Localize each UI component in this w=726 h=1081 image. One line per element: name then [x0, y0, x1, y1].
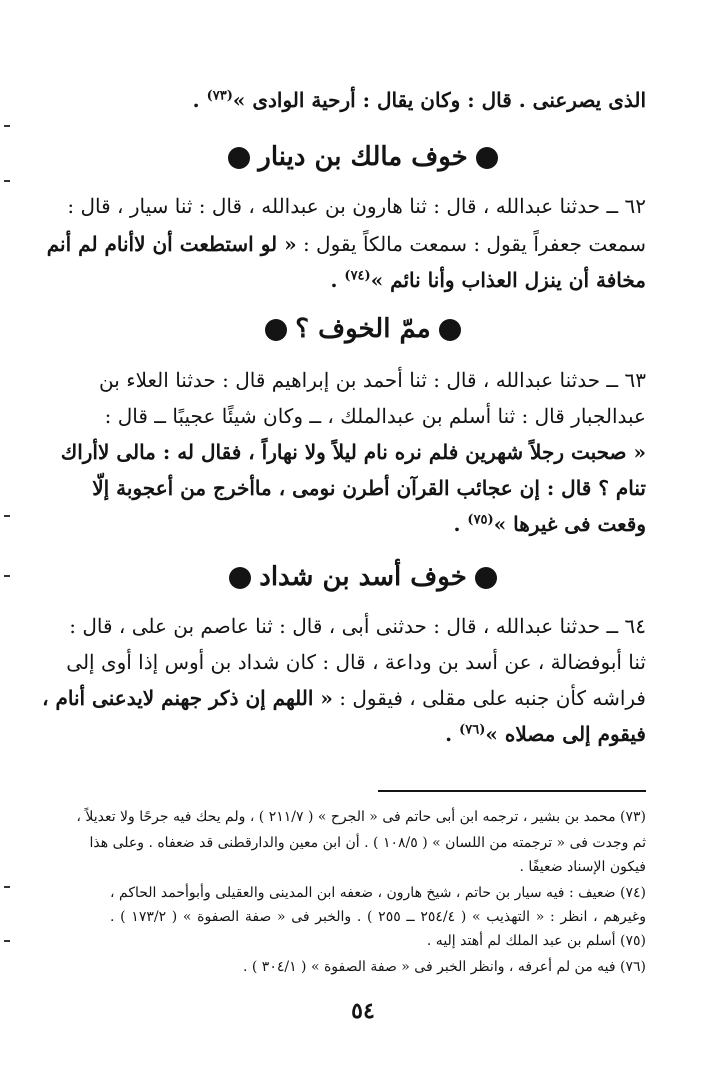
text-span: . — [330, 268, 345, 292]
section-heading — [0, 560, 726, 594]
text-line: ٦٢ ــ حدثنا عبدالله ، قال : ثنا هارون بن عبدالله ، قال : ثنا سيار ، قال : — [67, 194, 646, 218]
quote-text: وقعت فى غيرها » — [493, 512, 646, 536]
quote-text: مخافة أن ينزل العذاب وأنا نائم » — [370, 268, 646, 292]
footnote-line: ثم وجدت فى « ترجمته من اللسان » ( ١٠٨/٥ ) . أن ابن معين والدارقطنى قد ضعفاه . وعلى هذا — [89, 835, 646, 851]
footnote-ref: (٧٦) — [459, 722, 486, 738]
bullet-icon — [265, 319, 287, 341]
text-line — [46, 230, 646, 258]
text-span: . — [192, 88, 207, 112]
text-span: سمعت جعفراً يقول : سمعت مالكاً يقول : — [296, 232, 646, 256]
scan-mark — [4, 125, 10, 127]
footnote-line: (٧٦) فيه من لم أعرفه ، وانظر الخبر فى « صفة الصفوة » ( ٣٠٤/١ ) . — [242, 959, 646, 975]
quote-line — [110, 720, 646, 748]
footnote-ref: (٧٥) — [467, 512, 494, 528]
quote-text: « لو استطعت أن لاأنام لم أنم — [46, 232, 297, 256]
section-heading — [0, 140, 726, 174]
footnote-ref: (٧٣) — [206, 88, 233, 104]
footnote-divider — [378, 790, 646, 792]
text-line — [42, 684, 646, 712]
footnote-line: وغيرهم ، انظر : « التهذيب » ( ٢٥٤/٤ ــ ٢٥٥ ) . والخبر فى « صفة الصفوة » ( ١٧٣/٢ ) . — [110, 909, 647, 925]
bullet-icon — [228, 147, 250, 169]
quote-line: « صحبت رجلاً شهرين فلم نره نام ليلاً ولا نهاراً ، فقال له : مالى لاأراك — [60, 440, 646, 464]
quote-line — [110, 510, 646, 538]
footnote-line: فيكون الإسناد ضعيفًا . — [519, 859, 646, 875]
scan-mark — [4, 180, 10, 182]
scan-mark — [4, 886, 10, 888]
quote-text: « اللهم إن ذكر جهنم لايدعنى أنام ، — [42, 686, 333, 710]
section-heading — [0, 312, 726, 346]
scan-mark — [4, 940, 10, 942]
footnote-ref: (٧٤) — [344, 268, 371, 284]
scan-mark — [4, 515, 10, 517]
bullet-icon — [439, 319, 461, 341]
quote-line: تنام ؟ قال : إن عجائب القرآن أطرن نومى ، ماأخرج من أعجوبة إلّا — [92, 476, 646, 500]
text-line: ٦٤ ــ حدثنا عبدالله ، قال : حدثنى أبى ، قال : ثنا عاصم بن على ، قال : — [69, 614, 646, 638]
heading-text: خوف أسد بن شداد — [259, 562, 467, 592]
text-line: ثنا أبوفضالة ، عن أسد بن وداعة ، قال : كان شداد بن أوس إذا أوى إلى — [66, 650, 646, 674]
text-span: الذى يصرعنى . قال : وكان يقال : أرحية الوادى » — [232, 88, 646, 112]
text-span: . — [445, 722, 460, 746]
quote-text: فيقوم إلى مصلاه » — [485, 722, 646, 746]
bullet-icon — [475, 567, 497, 589]
scan-mark — [4, 575, 10, 577]
heading-text: ممّ الخوف ؟ — [295, 314, 431, 344]
heading-text: خوف مالك بن دينار — [258, 142, 468, 172]
text-line: عبدالجبار قال : ثنا أسلم بن عبدالملك ، ــ وكان شيئًا عجيبًا ــ قال : — [104, 404, 646, 428]
text-span: . — [453, 512, 468, 536]
page-number: ٥٤ — [351, 998, 375, 1024]
bullet-icon — [476, 147, 498, 169]
bullet-icon — [229, 567, 251, 589]
footnote-line: (٧٣) محمد بن بشير ، ترجمه ابن أبى حاتم فى « الجرح » ( ٢١١/٧ ) ، ولم يحك فيه جرحًا ولا تعديلاً ، — [76, 809, 646, 825]
text-line: ٦٣ ــ حدثنا عبدالله ، قال : ثنا أحمد بن إبراهيم قال : حدثنا العلاء بن — [99, 368, 646, 392]
text-line — [110, 266, 646, 294]
footnote-line: (٧٤) ضعيف : فيه سيار بن حاتم ، شيخ هارون ، ضعفه ابن المدينى والعقيلى وأبوأحمد الحاكم ، — [110, 885, 646, 901]
text-span: فراشه كأن جنبه على مقلى ، فيقول : — [332, 686, 646, 710]
text-line-continuation — [110, 86, 646, 114]
footnote-line: (٧٥) أسلم بن عبد الملك لم أهتد إليه . — [426, 933, 646, 949]
